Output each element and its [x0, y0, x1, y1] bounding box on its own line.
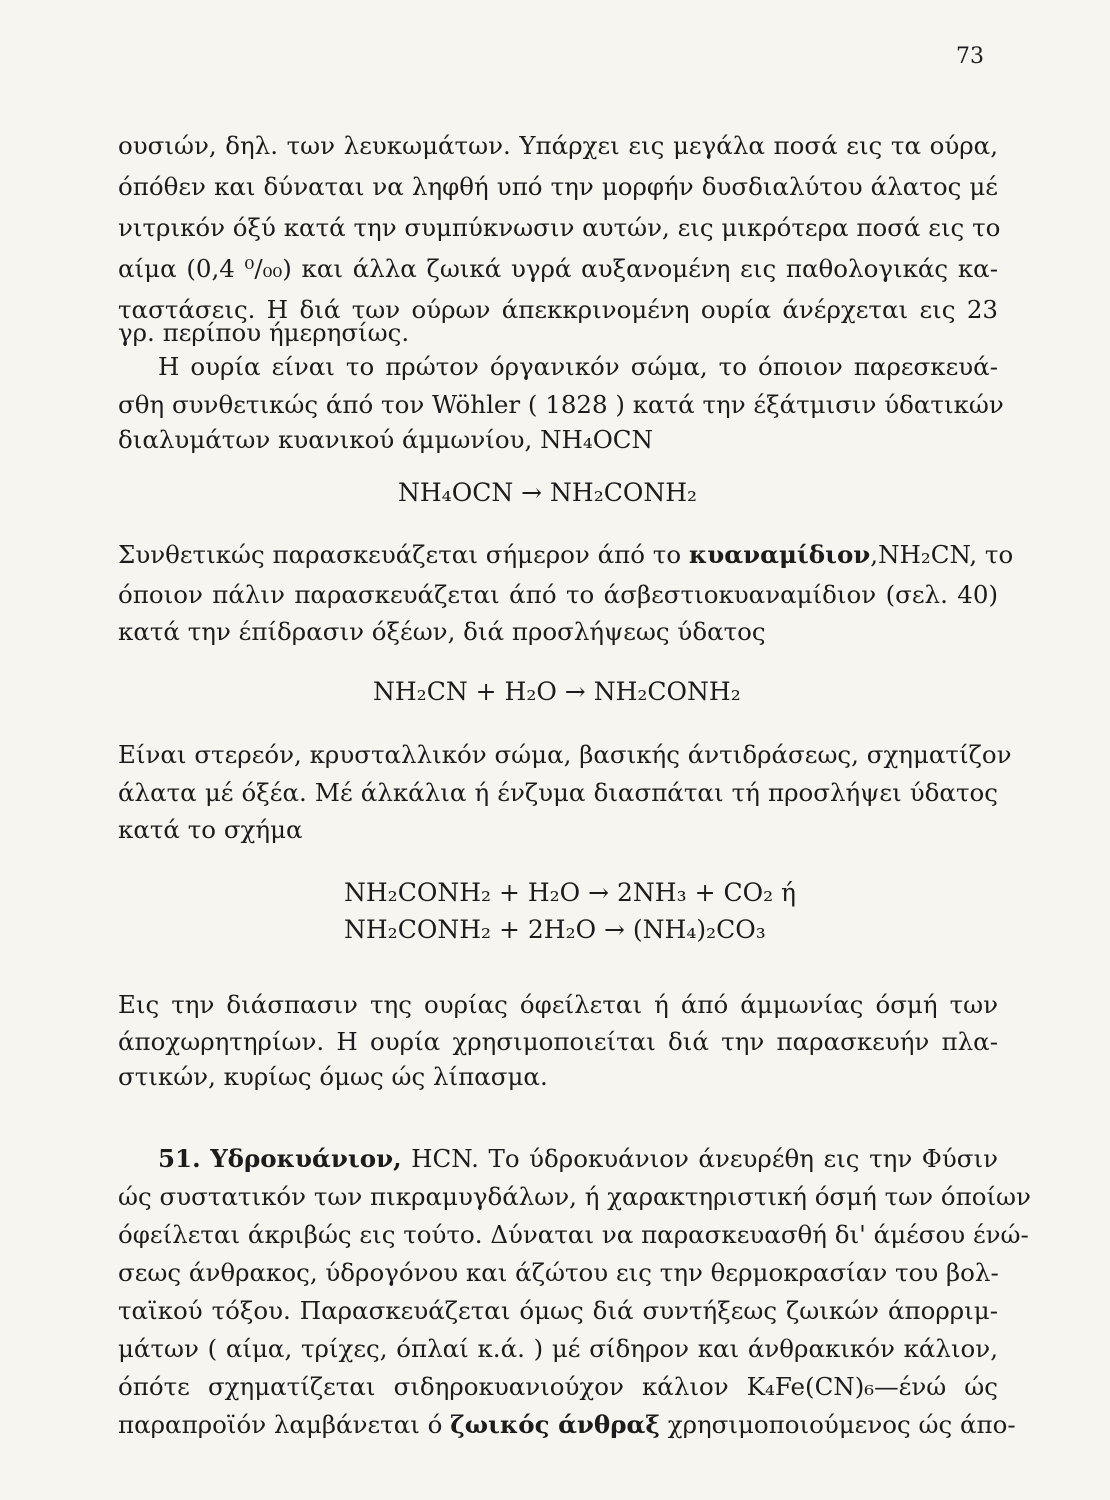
text-line: κατά το σχήμα	[118, 815, 303, 844]
section-number: 51.	[158, 1144, 201, 1173]
equation: NH₂CONH₂ + H₂O → 2NH₃ + CO₂ ή	[344, 878, 797, 907]
section-title: Υδροκυάνιον,	[210, 1144, 402, 1173]
text-line: αίμα (0,4 ⁰/₀₀) και άλλα ζωικά υγρά αυξανομένη εις παθολογικάς κα-	[118, 254, 998, 283]
text-line: σεως άνθρακος, ύδρογόνου και άζώτου εις την θερμοκρασίαν του βολ-	[118, 1258, 999, 1287]
text-line: σθη συνθετικώς άπό τον Wöhler ( 1828 ) κατά την έξάτμισιν ύδατικών	[118, 390, 1004, 419]
bold-term: κυαναμίδιον	[688, 540, 871, 569]
bold-term: ζωικός άνθραξ	[450, 1410, 660, 1439]
equation: NH₄OCN → NH₂CONH₂	[398, 478, 698, 507]
text-line: ταστάσεις. Η διά των ούρων άπεκκρινομένη ουρία άνέρχεται εις 23	[118, 295, 998, 324]
text-line: ταϊκού τόξου. Παρασκευάζεται όμως διά συντήξεως ζωικών άπορριμ-	[118, 1296, 998, 1325]
equation: NH₂CN + H₂O → NH₂CONH₂	[373, 677, 741, 706]
text-line: διαλυμάτων κυανικού άμμωνίου, NH₄OCN	[118, 425, 653, 454]
text-span: παραπροϊόν λαμβάνεται ό	[118, 1410, 443, 1439]
text-line: ώς συστατικόν των πικραμυγδάλων, ή χαρακτηριστική όσμή των όποίων	[118, 1182, 1031, 1211]
section-heading-line	[158, 1144, 998, 1174]
text-span: χρησιμοποιούμενος ώς άπο-	[667, 1410, 1016, 1439]
page-number: 73	[956, 44, 984, 69]
text-span: ,NH₂CN, το	[870, 540, 1014, 569]
text-line: όπότε σχηματίζεται σιδηροκυανιούχον κάλιον K₄Fe(CN)₆—ένώ ώς	[118, 1372, 998, 1401]
text-line: όφείλεται άκριβώς εις τούτο. Δύναται να παρασκευασθή δι' άμέσου ένώ-	[118, 1220, 1029, 1249]
text-line: νιτρικόν όξύ κατά την συμπύκνωσιν αυτών, εις μικρότερα ποσά εις το	[118, 213, 1001, 242]
text-line: όπόθεν και δύναται να ληφθή υπό την μορφήν δυσδιαλύτου άλατος μέ	[118, 172, 998, 201]
equation: NH₂CONH₂ + 2H₂O → (NH₄)₂CO₃	[344, 915, 766, 944]
text-line: Είναι στερεόν, κρυσταλλικόν σώμα, βασικής άντιδράσεως, σχηματίζον	[118, 740, 1012, 769]
text-line: στικών, κυρίως όμως ώς λίπασμα.	[118, 1062, 548, 1091]
text-line: μάτων ( αίμα, τρίχες, όπλαί κ.ά. ) μέ σίδηρον και άνθρακικόν κάλιον,	[118, 1334, 998, 1363]
text-line: γρ. περίπου ήμερησίως.	[118, 318, 410, 347]
text-span: HCN. Το ύδροκυάνιον άνευρέθη εις την Φύσιν	[411, 1144, 998, 1173]
text-line	[118, 540, 1014, 570]
text-line: Εις την διάσπασιν της ουρίας όφείλεται ή άπό άμμωνίας όσμή των	[118, 990, 998, 1019]
text-line: άποχωρητηρίων. Η ουρία χρησιμοποιείται διά την παρασκευήν πλα-	[118, 1027, 998, 1056]
text-line: ουσιών, δηλ. των λευκωμάτων. Υπάρχει εις μεγάλα ποσά εις τα ούρα,	[118, 131, 998, 160]
text-line: όποιον πάλιν παρασκευάζεται άπό το άσβεστιοκυαναμίδιον (σελ. 40)	[118, 580, 998, 609]
text-span: Συνθετικώς παρασκευάζεται σήμερον άπό το	[118, 540, 682, 569]
text-line: άλατα μέ όξέα. Μέ άλκάλια ή ένζυμα διασπάται τή προσλήψει ύδατος	[118, 778, 998, 807]
text-line: κατά την έπίδρασιν όξέων, διά προσλήψεως ύδατος	[118, 617, 766, 646]
text-line: Η ουρία είναι το πρώτον όργανικόν σώμα, το όποιον παρεσκευά-	[158, 352, 998, 381]
text-line	[118, 1410, 1016, 1440]
